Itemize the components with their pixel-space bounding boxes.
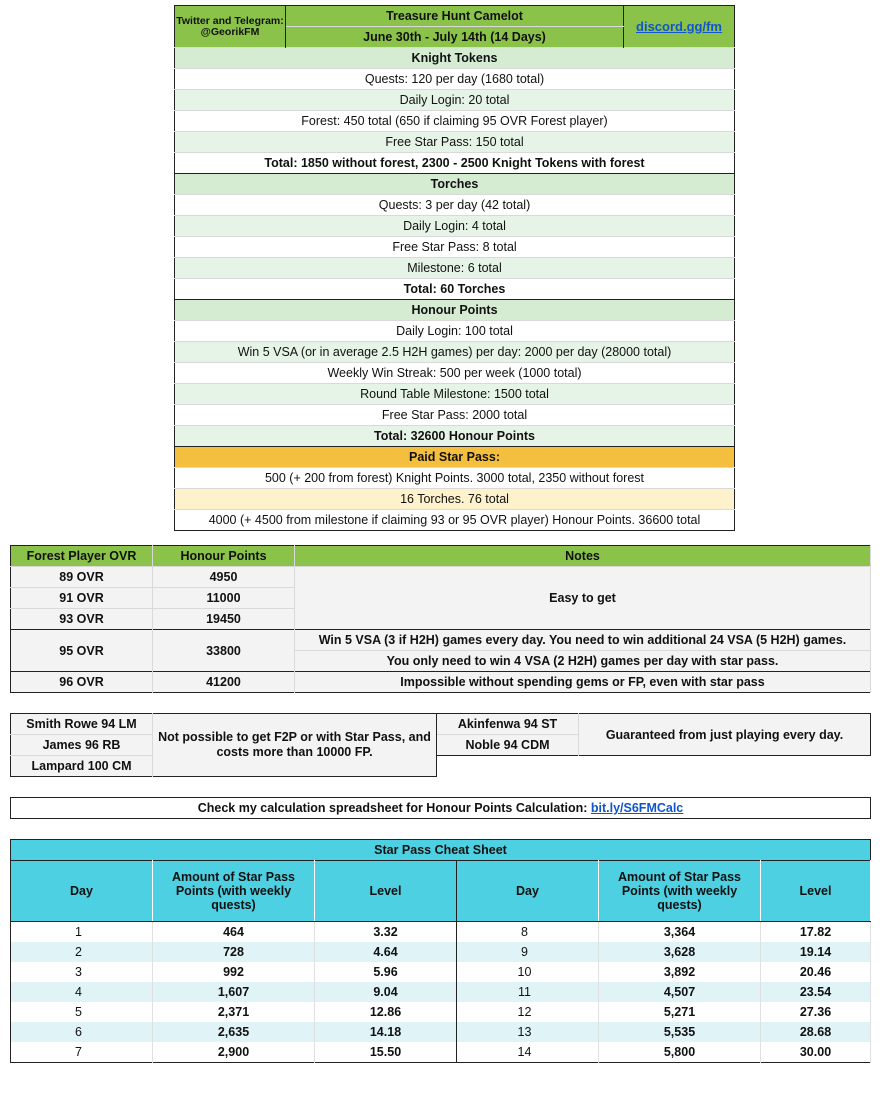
level-cell: 3.32 xyxy=(315,922,457,943)
player-name: Lampard 100 CM xyxy=(11,756,153,777)
level-cell: 4.64 xyxy=(315,942,457,962)
col-header-day: Day xyxy=(11,861,153,922)
day-cell: 6 xyxy=(11,1022,153,1042)
discord-cell xyxy=(624,6,735,48)
knight-row: Forest: 450 total (650 if claiming 95 OVR Forest player) xyxy=(175,111,735,132)
knight-total: Total: 1850 without forest, 2300 - 2500 Knight Tokens with forest xyxy=(175,153,735,174)
forest-points: 4950 xyxy=(153,567,295,588)
forest-ovr: 95 OVR xyxy=(11,630,153,672)
honour-row: Win 5 VSA (or in average 2.5 H2H games) per day: 2000 per day (28000 total) xyxy=(175,342,735,363)
calc-link[interactable]: bit.ly/S6FMCalc xyxy=(590,801,684,815)
points-cell: 4,507 xyxy=(599,982,761,1002)
forest-points: 33800 xyxy=(153,630,295,672)
level-cell: 15.50 xyxy=(315,1042,457,1063)
guaranteed-note: Guaranteed from just playing every day. xyxy=(579,714,871,756)
col-header-amount: Amount of Star Pass Points (with weekly quests) xyxy=(153,861,315,922)
discord-link[interactable]: discord.gg/fm xyxy=(636,19,722,34)
points-cell: 1,607 xyxy=(153,982,315,1002)
torches-row: Free Star Pass: 8 total xyxy=(175,237,735,258)
level-cell: 30.00 xyxy=(761,1042,871,1063)
honour-total: Total: 32600 Honour Points xyxy=(175,426,735,447)
day-cell: 9 xyxy=(457,942,599,962)
col-header-honour: Honour Points xyxy=(153,546,295,567)
forest-points: 11000 xyxy=(153,588,295,609)
paid-row: 500 (+ 200 from forest) Knight Points. 3000 total, 2350 without forest xyxy=(175,468,735,489)
level-cell: 23.54 xyxy=(761,982,871,1002)
points-cell: 2,900 xyxy=(153,1042,315,1063)
honour-row: Weekly Win Streak: 500 per week (1000 total) xyxy=(175,363,735,384)
level-cell: 5.96 xyxy=(315,962,457,982)
forest-ovr: 96 OVR xyxy=(11,672,153,693)
forest-ovr: 89 OVR xyxy=(11,567,153,588)
day-cell: 7 xyxy=(11,1042,153,1063)
calc-text: Check my calculation spreadsheet for Honour Points Calculation: xyxy=(197,801,591,815)
day-cell: 1 xyxy=(11,922,153,943)
points-cell: 3,892 xyxy=(599,962,761,982)
honour-row: Free Star Pass: 2000 total xyxy=(175,405,735,426)
knight-row: Quests: 120 per day (1680 total) xyxy=(175,69,735,90)
level-cell: 27.36 xyxy=(761,1002,871,1022)
day-cell: 4 xyxy=(11,982,153,1002)
unobtainable-note: Not possible to get F2P or with Star Pass, and costs more than 10000 FP. xyxy=(153,714,437,777)
col-header-notes: Notes xyxy=(295,546,871,567)
star-pass-table xyxy=(10,839,871,1063)
day-cell: 12 xyxy=(457,1002,599,1022)
day-cell: 13 xyxy=(457,1022,599,1042)
points-cell: 2,635 xyxy=(153,1022,315,1042)
torches-row: Quests: 3 per day (42 total) xyxy=(175,195,735,216)
forest-ovr: 93 OVR xyxy=(11,609,153,630)
forest-ovr: 91 OVR xyxy=(11,588,153,609)
forest-player-table xyxy=(10,545,871,693)
knight-row: Daily Login: 20 total xyxy=(175,90,735,111)
forest-note-95a: Win 5 VSA (3 if H2H) games every day. You need to win additional 24 VSA (5 H2H) games. xyxy=(295,630,871,651)
level-cell: 9.04 xyxy=(315,982,457,1002)
forest-points: 19450 xyxy=(153,609,295,630)
forest-note-96: Impossible without spending gems or FP, even with star pass xyxy=(295,672,871,693)
level-cell: 20.46 xyxy=(761,962,871,982)
event-summary-table xyxy=(174,5,735,531)
points-cell: 728 xyxy=(153,942,315,962)
level-cell: 28.68 xyxy=(761,1022,871,1042)
unobtainable-players-table xyxy=(10,713,437,777)
points-cell: 3,628 xyxy=(599,942,761,962)
points-cell: 5,271 xyxy=(599,1002,761,1022)
forest-note-95b: You only need to win 4 VSA (2 H2H) games per day with star pass. xyxy=(295,651,871,672)
day-cell: 8 xyxy=(457,922,599,943)
paid-pass-heading: Paid Star Pass: xyxy=(175,447,735,468)
level-cell: 17.82 xyxy=(761,922,871,943)
knight-row: Free Star Pass: 150 total xyxy=(175,132,735,153)
torches-row: Milestone: 6 total xyxy=(175,258,735,279)
day-cell: 11 xyxy=(457,982,599,1002)
paid-row: 16 Torches. 76 total xyxy=(175,489,735,510)
day-cell: 5 xyxy=(11,1002,153,1022)
col-header-level: Level xyxy=(315,861,457,922)
points-cell: 464 xyxy=(153,922,315,943)
star-pass-title: Star Pass Cheat Sheet xyxy=(11,840,871,861)
player-name: Akinfenwa 94 ST xyxy=(437,714,579,735)
calculation-link-box xyxy=(10,797,871,819)
social-handle: Twitter and Telegram: @GeorikFM xyxy=(175,6,286,48)
level-cell: 12.86 xyxy=(315,1002,457,1022)
player-name: James 96 RB xyxy=(11,735,153,756)
level-cell: 19.14 xyxy=(761,942,871,962)
player-name: Smith Rowe 94 LM xyxy=(11,714,153,735)
torches-heading: Torches xyxy=(175,174,735,195)
col-header-level: Level xyxy=(761,861,871,922)
torches-row: Daily Login: 4 total xyxy=(175,216,735,237)
event-title: Treasure Hunt Camelot xyxy=(286,6,624,27)
day-cell: 10 xyxy=(457,962,599,982)
knight-tokens-heading: Knight Tokens xyxy=(175,48,735,69)
points-cell: 5,800 xyxy=(599,1042,761,1063)
level-cell: 14.18 xyxy=(315,1022,457,1042)
col-header-day: Day xyxy=(457,861,599,922)
paid-row: 4000 (+ 4500 from milestone if claiming 93 or 95 OVR player) Honour Points. 36600 total xyxy=(175,510,735,531)
points-cell: 3,364 xyxy=(599,922,761,943)
day-cell: 3 xyxy=(11,962,153,982)
points-cell: 992 xyxy=(153,962,315,982)
col-header-ovr: Forest Player OVR xyxy=(11,546,153,567)
points-cell: 2,371 xyxy=(153,1002,315,1022)
torches-total: Total: 60 Torches xyxy=(175,279,735,300)
col-header-amount: Amount of Star Pass Points (with weekly quests) xyxy=(599,861,761,922)
honour-heading: Honour Points xyxy=(175,300,735,321)
event-dates: June 30th - July 14th (14 Days) xyxy=(286,27,624,48)
day-cell: 14 xyxy=(457,1042,599,1063)
forest-note-easy: Easy to get xyxy=(295,567,871,630)
honour-row: Daily Login: 100 total xyxy=(175,321,735,342)
forest-points: 41200 xyxy=(153,672,295,693)
honour-row: Round Table Milestone: 1500 total xyxy=(175,384,735,405)
points-cell: 5,535 xyxy=(599,1022,761,1042)
day-cell: 2 xyxy=(11,942,153,962)
guaranteed-players-table xyxy=(437,713,871,756)
player-name: Noble 94 CDM xyxy=(437,735,579,756)
